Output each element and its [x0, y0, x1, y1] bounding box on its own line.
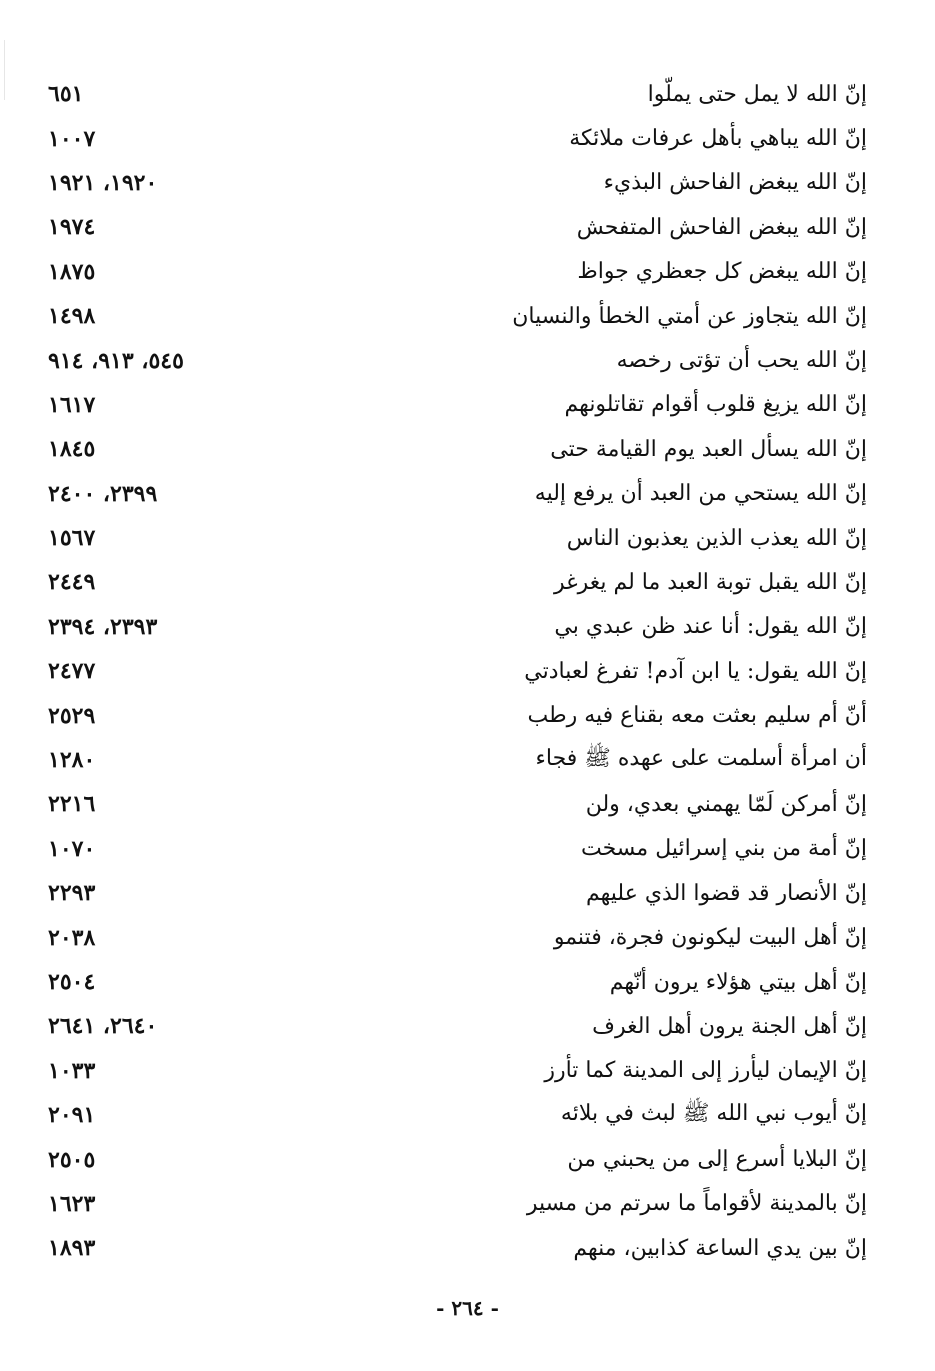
entry-references: ١٢٨٠ — [48, 747, 96, 774]
index-entry — [40, 338, 875, 382]
page-number: - ٢٦٤ - — [436, 1296, 499, 1320]
entry-text: إنّ البلايا أسرع إلى من يحبني من — [567, 1147, 867, 1173]
index-entry — [40, 1226, 875, 1270]
index-entry — [40, 116, 875, 160]
entry-text: إنّ أهل البيت ليكونون فجرة، فتنمو — [553, 925, 867, 951]
entry-references: ٢٢١٦ — [48, 791, 96, 818]
index-entry — [40, 871, 875, 915]
entry-references: ١٠٠٧ — [48, 125, 96, 152]
entry-references: ١٤٩٨ — [48, 303, 96, 330]
entry-references: ١٨٩٣ — [48, 1235, 96, 1262]
entry-text: إنّ الله يسأل العبد يوم القيامة حتى — [550, 436, 867, 462]
index-entry — [40, 605, 875, 649]
entry-references: ٢٣٩٣، ٢٣٩٤ — [48, 613, 158, 640]
entry-references: ١٦٢٣ — [48, 1190, 96, 1217]
entry-text: إنّ الله يحب أن تؤتى رخصه — [616, 348, 867, 374]
entry-references: ١٨٤٥ — [48, 436, 96, 463]
entry-references: ٢٥٠٥ — [48, 1146, 96, 1173]
entry-references: ٢٥٢٩ — [48, 702, 96, 729]
entry-text: أنّ أم سليم بعثت معه بقناع فيه رطب — [527, 703, 867, 729]
index-entry — [40, 960, 875, 1004]
entry-text: إنّ أهل الجنة يرون أهل الغرف — [592, 1013, 867, 1039]
entry-text: إنّ الله يقبل توبة العبد ما لم يغرغر — [553, 569, 867, 595]
entry-references: ٢٠٩١ — [48, 1102, 96, 1129]
entry-references: ٢٢٩٣ — [48, 880, 96, 907]
index-entry — [40, 516, 875, 560]
entry-references: ١٨٧٥ — [48, 258, 96, 285]
entry-references: ٢٣٩٩، ٢٤٠٠ — [48, 480, 158, 507]
entry-references: ٢٠٣٨ — [48, 924, 96, 951]
entry-references: ٢٤٧٧ — [48, 658, 96, 685]
entry-text: إنّ أمركن لَمّا يهمني بعدي، ولن — [585, 791, 867, 817]
index-entry — [40, 472, 875, 516]
entry-references: ١٦١٧ — [48, 391, 96, 418]
index-entry — [40, 693, 875, 737]
entry-references: ٢٦٤٠، ٢٦٤١ — [48, 1013, 158, 1040]
index-entry — [40, 782, 875, 826]
entry-text: إنّ الله يبغض كل جعظري جواظ — [577, 259, 867, 285]
entry-references: ١٩٧٤ — [48, 214, 96, 241]
entry-text: إنّ بالمدينة لأقواماً ما سرتم من مسير — [526, 1191, 867, 1217]
entry-text: إنّ الله يبغض الفاحش المتفحش — [576, 214, 867, 240]
entry-text: إنّ الله يقول: أنا عند ظن عبدي بي — [554, 614, 867, 640]
entry-references: ١٩٢٠، ١٩٢١ — [48, 169, 158, 196]
entry-text: إنّ الأنصار قد قضوا الذي عليهم — [586, 880, 867, 906]
entry-text: إنّ الله لا يمل حتى يملّوا — [647, 81, 867, 107]
entry-references: ٢٤٤٩ — [48, 569, 96, 596]
index-entry — [40, 1093, 875, 1137]
index-entry — [40, 427, 875, 471]
index-entry — [40, 1182, 875, 1226]
entry-references: ٢٥٠٤ — [48, 969, 96, 995]
entry-text: إنّ الله يباهي بأهل عرفات ملائكة — [569, 126, 867, 152]
index-entry — [40, 205, 875, 249]
entry-text: إنّ الله يزيغ قلوب أقوام تقاتلونهم — [564, 392, 867, 418]
index-entry — [40, 915, 875, 959]
index-entry — [40, 1049, 875, 1093]
hadith-index-list — [40, 72, 875, 1271]
index-entry — [40, 161, 875, 205]
entry-text: إنّ بين يدي الساعة كذابين، منهم — [573, 1235, 867, 1261]
entry-references: ٥٤٥، ٩١٣، ٩١٤ — [48, 347, 184, 374]
index-entry — [40, 383, 875, 427]
entry-text: إنّ أهل بيتي هؤلاء يرون أنّهم — [609, 969, 867, 995]
index-entry — [40, 72, 875, 116]
index-entry — [40, 560, 875, 604]
entry-references: ١٠٣٣ — [48, 1057, 96, 1084]
entry-text: إنّ الله يتجاوز عن أمتي الخطأ والنسيان — [512, 303, 867, 329]
entry-text: أن امرأة أسلمت على عهده ﷺ فجاء — [535, 746, 867, 772]
entry-references: ١٥٦٧ — [48, 525, 96, 552]
entry-text: إنّ الله يستحي من العبد أن يرفع إليه — [534, 481, 867, 507]
entry-references: ٦٥١ — [48, 81, 84, 108]
entry-text: إنّ الله يبغض الفاحش البذيء — [603, 170, 867, 196]
entry-text: إنّ الله يعذب الذين يعذبون الناس — [566, 525, 867, 551]
entry-text: إنّ أمة من بني إسرائيل مسخت — [581, 836, 867, 862]
scan-edge-mark — [4, 40, 5, 100]
index-entry — [40, 827, 875, 871]
entry-text: إنّ الله يقول: يا ابن آدم! تفرغ لعبادتي — [524, 658, 867, 684]
index-entry — [40, 250, 875, 294]
index-entry — [40, 738, 875, 782]
entry-text: إنّ الإيمان ليأرز إلى المدينة كما تأرز — [544, 1058, 867, 1084]
entry-references: ١٠٧٠ — [48, 835, 96, 862]
index-entry — [40, 1137, 875, 1181]
index-entry — [40, 1004, 875, 1048]
index-entry — [40, 294, 875, 338]
entry-text: إنّ أيوب نبي الله ﷺ لبث في بلائه — [560, 1101, 867, 1127]
index-entry — [40, 649, 875, 693]
